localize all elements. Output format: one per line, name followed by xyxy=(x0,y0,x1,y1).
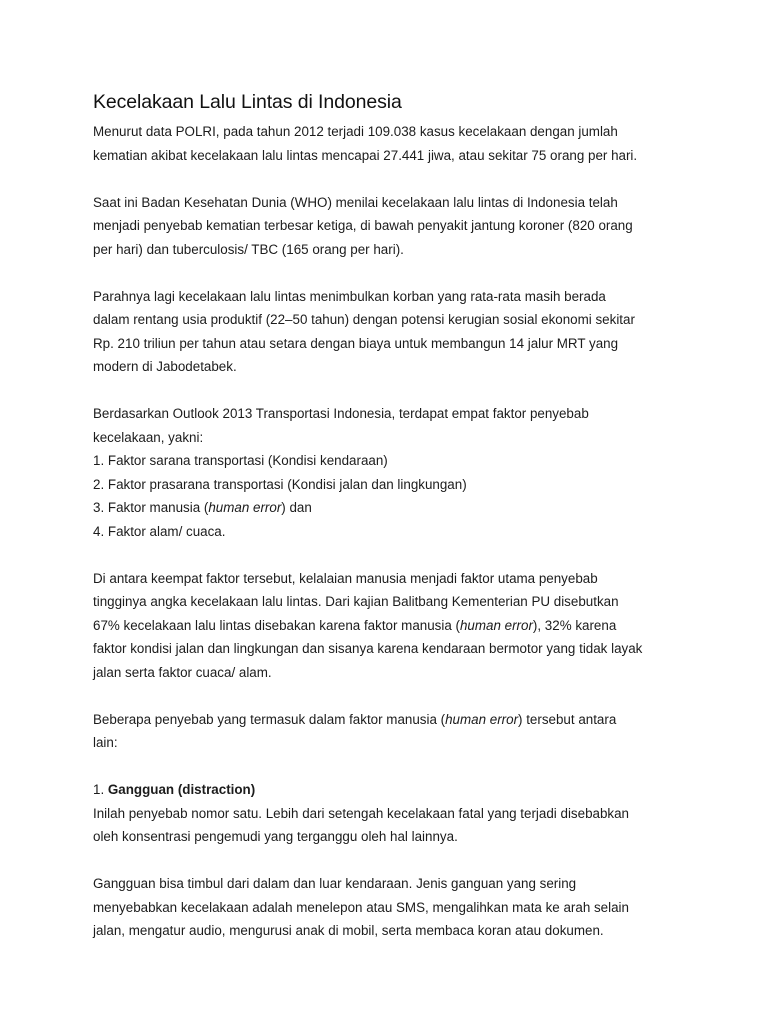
text-line: Menurut data POLRI, pada tahun 2012 terjadi 109.038 kasus kecelakaan dengan jumlah xyxy=(93,124,618,139)
document-title: Kecelakaan Lalu Lintas di Indonesia xyxy=(93,91,402,113)
list-item: 4. Faktor alam/ cuaca. xyxy=(93,523,226,539)
text-line: dalam rentang usia produktif (22–50 tahun) dengan potensi kerugian sosial ekonomi sekitar xyxy=(93,312,635,327)
emphasis-text: human error xyxy=(445,711,519,727)
text-line: Parahnya lagi kecelakaan lalu lintas menimbulkan korban yang rata-rata masih berada xyxy=(93,288,606,304)
text-line: menyebabkan kecelakaan adalah menelepon atau SMS, mengalihkan mata ke arah selain xyxy=(93,899,629,915)
text-line: Di antara keempat faktor tersebut, kelalaian manusia menjadi faktor utama penyebab xyxy=(93,570,598,586)
text-line xyxy=(93,614,693,638)
text-line: Inilah penyebab nomor satu. Lebih dari setengah kecelakaan fatal yang terjadi disebabkan xyxy=(93,805,629,821)
text-line: kematian akibat kecelakaan lalu lintas mencapai 27.441 jiwa, atau sekitar 75 orang per hari. xyxy=(93,147,638,163)
text-line: oleh konsentrasi pengemudi yang terganggu oleh hal lainnya. xyxy=(93,829,458,844)
text-line: jalan, mengatur audio, mengurusi anak di mobil, serta membaca koran atau dokumen. xyxy=(93,923,604,938)
text-line: Rp. 210 triliun per tahun atau setara dengan biaya untuk membangun 14 jalur MRT yang xyxy=(93,335,619,351)
list-item-text: 3. Faktor manusia ( xyxy=(93,500,209,515)
paragraph-who xyxy=(93,191,693,262)
text-line: Saat ini Badan Kesehatan Dunia (WHO) menilai kecelakaan lalu lintas di Indonesia telah xyxy=(93,194,618,210)
text-line: Gangguan bisa timbul dari dalam dan luar kendaraan. Jenis ganguan yang sering xyxy=(93,876,577,891)
text-line: kecelakaan, yakni: xyxy=(93,429,204,445)
paragraph-police-data xyxy=(93,120,693,167)
paragraph-human-factor xyxy=(93,567,693,685)
text-line: tingginya angka kecelakaan lalu lintas. Dari kajian Balitbang Kementerian PU disebutkan xyxy=(93,594,619,609)
list-item: 2. Faktor prasarana transportasi (Kondisi jalan dan lingkungan) xyxy=(93,476,467,492)
emphasis-text: human error xyxy=(208,500,282,515)
paragraph-causes-intro xyxy=(93,708,693,755)
text-segment: ), 32% karena xyxy=(532,617,617,633)
text-line: jalan serta faktor cuaca/ alam. xyxy=(93,664,272,680)
text-line: lain: xyxy=(93,735,118,750)
paragraph-four-factors xyxy=(93,402,693,543)
paragraph-distraction-types xyxy=(93,872,693,943)
paragraph-economic-loss xyxy=(93,285,693,379)
text-segment: 67% kecelakaan lalu lintas disebakan karena faktor manusia ( xyxy=(93,617,460,633)
paragraph-distraction xyxy=(93,778,693,849)
list-item: 1. Faktor sarana transportasi (Kondisi kendaraan) xyxy=(93,453,388,468)
list-item-text: ) dan xyxy=(281,500,312,515)
text-line: modern di Jabodetabek. xyxy=(93,359,237,374)
document-page xyxy=(93,90,693,966)
text-segment: Beberapa penyebab yang termasuk dalam faktor manusia ( xyxy=(93,711,446,727)
list-item xyxy=(93,496,693,520)
text-line: menjadi penyebab kematian terbesar ketiga, di bawah penyakit jantung koroner (820 orang xyxy=(93,218,633,233)
section-heading xyxy=(93,778,693,802)
heading-number: 1. xyxy=(93,782,108,797)
text-segment: ) tersebut antara xyxy=(518,711,617,727)
emphasis-text: human error xyxy=(459,617,533,633)
text-line: Berdasarkan Outlook 2013 Transportasi Indonesia, terdapat empat faktor penyebab xyxy=(93,406,589,421)
heading-text: Gangguan (distraction) xyxy=(107,782,256,797)
text-line: faktor kondisi jalan dan lingkungan dan sisanya karena kendaraan bermotor yang tidak layak xyxy=(93,641,643,656)
text-line: per hari) dan tuberculosis/ TBC (165 orang per hari). xyxy=(93,241,404,257)
text-line xyxy=(93,708,693,732)
